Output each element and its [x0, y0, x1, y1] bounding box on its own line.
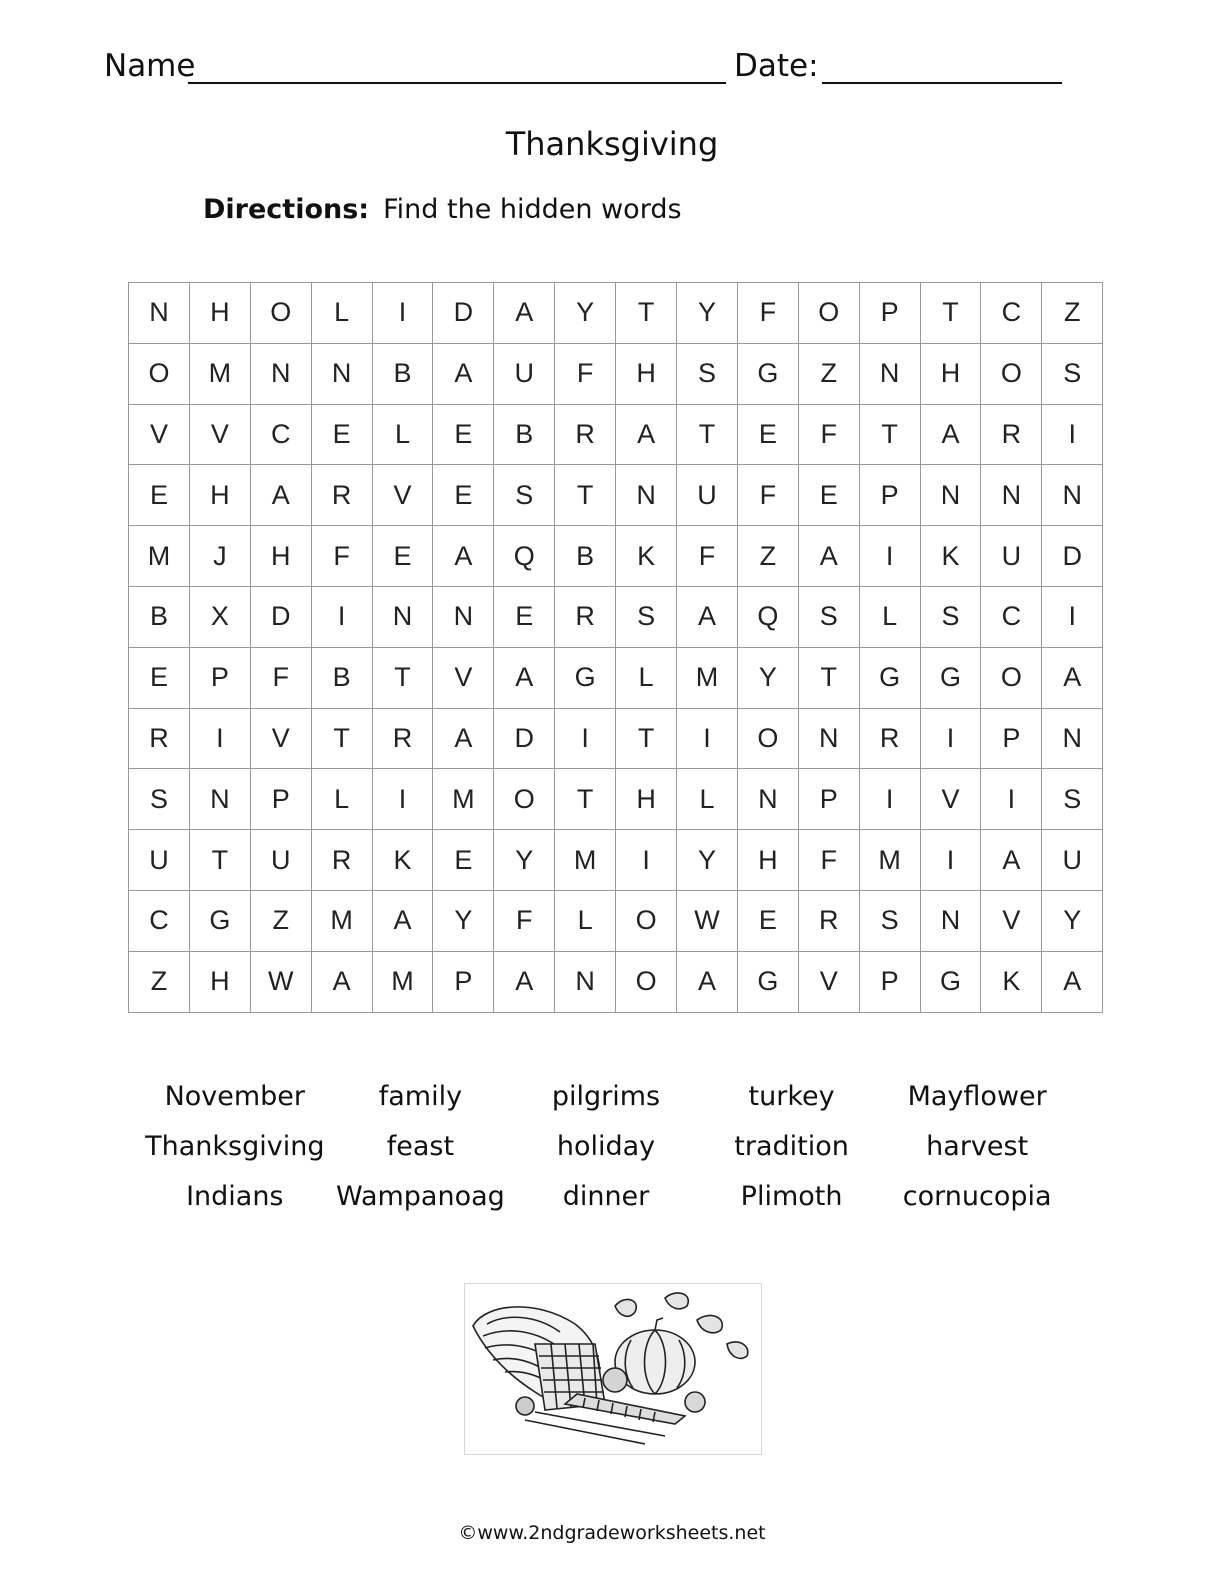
grid-cell[interactable]: Z	[798, 343, 859, 404]
grid-cell[interactable]: S	[616, 586, 677, 647]
grid-cell[interactable]: A	[433, 708, 494, 769]
grid-cell[interactable]: R	[859, 708, 920, 769]
grid-cell[interactable]: Y	[494, 830, 555, 891]
grid-cell[interactable]: N	[920, 890, 981, 951]
grid-cell[interactable]: N	[1042, 708, 1103, 769]
grid-cell[interactable]: T	[616, 708, 677, 769]
grid-row	[129, 586, 1103, 647]
grid-cell[interactable]: M	[189, 343, 250, 404]
word-bank-item: Indians	[186, 1181, 284, 1212]
grid-cell[interactable]: A	[433, 343, 494, 404]
grid-cell[interactable]: P	[189, 647, 250, 708]
grid-cell[interactable]: R	[311, 465, 372, 526]
grid-cell[interactable]: M	[311, 890, 372, 951]
grid-row	[129, 647, 1103, 708]
grid-cell[interactable]: C	[981, 283, 1042, 344]
grid-cell[interactable]: U	[981, 526, 1042, 587]
grid-cell[interactable]: P	[859, 283, 920, 344]
grid-cell[interactable]: B	[129, 586, 190, 647]
cornucopia-illustration	[464, 1283, 762, 1455]
word-bank-item: Thanksgiving	[145, 1131, 325, 1162]
grid-cell[interactable]: F	[555, 343, 616, 404]
grid-cell[interactable]: S	[1042, 769, 1103, 830]
grid-cell[interactable]: E	[311, 404, 372, 465]
grid-cell[interactable]: X	[189, 586, 250, 647]
grid-cell[interactable]: I	[920, 708, 981, 769]
grid-cell[interactable]: N	[311, 343, 372, 404]
grid-cell[interactable]: S	[129, 769, 190, 830]
grid-cell[interactable]: U	[1042, 830, 1103, 891]
grid-cell[interactable]: Z	[250, 890, 311, 951]
grid-cell[interactable]: N	[433, 586, 494, 647]
grid-cell[interactable]: H	[189, 283, 250, 344]
grid-row	[129, 526, 1103, 587]
grid-cell[interactable]: T	[555, 769, 616, 830]
grid-cell[interactable]: L	[616, 647, 677, 708]
grid-cell[interactable]: E	[433, 465, 494, 526]
grid-cell[interactable]: T	[859, 404, 920, 465]
grid-cell[interactable]: H	[737, 830, 798, 891]
grid-cell[interactable]: P	[433, 951, 494, 1012]
grid-cell[interactable]: G	[555, 647, 616, 708]
grid-cell[interactable]: L	[311, 283, 372, 344]
grid-cell[interactable]: I	[616, 830, 677, 891]
grid-cell[interactable]: H	[250, 526, 311, 587]
word-bank-item: family	[378, 1081, 463, 1112]
grid-cell[interactable]: V	[372, 465, 433, 526]
grid-row	[129, 890, 1103, 951]
grid-cell[interactable]: T	[555, 465, 616, 526]
grid-cell[interactable]: N	[189, 769, 250, 830]
grid-cell[interactable]: G	[920, 951, 981, 1012]
grid-cell[interactable]: N	[920, 465, 981, 526]
grid-cell[interactable]: R	[311, 830, 372, 891]
grid-cell[interactable]: M	[677, 647, 738, 708]
grid-cell[interactable]: G	[189, 890, 250, 951]
word-bank-item: dinner	[562, 1181, 650, 1212]
grid-cell[interactable]: M	[129, 526, 190, 587]
grid-cell[interactable]: F	[311, 526, 372, 587]
grid-cell[interactable]: P	[250, 769, 311, 830]
grid-cell[interactable]: F	[798, 404, 859, 465]
grid-cell[interactable]: A	[494, 951, 555, 1012]
grid-cell[interactable]: N	[798, 708, 859, 769]
copyright-footer: ©www.2ndgradeworksheets.net	[458, 1522, 766, 1544]
word-bank-item: tradition	[734, 1131, 849, 1162]
grid-cell[interactable]: L	[859, 586, 920, 647]
grid-cell[interactable]: W	[250, 951, 311, 1012]
grid-cell[interactable]: H	[189, 951, 250, 1012]
grid-cell[interactable]: D	[433, 283, 494, 344]
grid-row	[129, 283, 1103, 344]
grid-cell[interactable]: N	[372, 586, 433, 647]
grid-cell[interactable]: F	[737, 465, 798, 526]
grid-cell[interactable]: V	[920, 769, 981, 830]
grid-cell[interactable]: E	[372, 526, 433, 587]
grid-cell[interactable]: O	[981, 647, 1042, 708]
grid-cell[interactable]: I	[189, 708, 250, 769]
grid-cell[interactable]: O	[494, 769, 555, 830]
grid-cell[interactable]: L	[677, 769, 738, 830]
grid-cell[interactable]: A	[250, 465, 311, 526]
grid-cell[interactable]: V	[129, 404, 190, 465]
grid-cell[interactable]: H	[920, 343, 981, 404]
grid-cell[interactable]: Z	[1042, 283, 1103, 344]
grid-cell[interactable]: I	[677, 708, 738, 769]
name-blank-line[interactable]	[188, 82, 726, 84]
grid-cell[interactable]: E	[433, 830, 494, 891]
grid-row	[129, 951, 1103, 1012]
grid-cell[interactable]: F	[798, 830, 859, 891]
grid-cell[interactable]: E	[798, 465, 859, 526]
grid-cell[interactable]: P	[859, 951, 920, 1012]
grid-cell[interactable]: F	[494, 890, 555, 951]
page-title: Thanksgiving	[505, 125, 719, 163]
grid-cell[interactable]: B	[494, 404, 555, 465]
grid-cell[interactable]: I	[1042, 404, 1103, 465]
grid-cell[interactable]: T	[372, 647, 433, 708]
date-label: Date:	[734, 48, 819, 84]
grid-cell[interactable]: D	[494, 708, 555, 769]
grid-cell[interactable]: S	[494, 465, 555, 526]
grid-cell[interactable]: C	[981, 586, 1042, 647]
word-bank-item: Plimoth	[740, 1181, 843, 1212]
grid-row	[129, 343, 1103, 404]
grid-cell[interactable]: F	[250, 647, 311, 708]
grid-cell[interactable]: S	[859, 890, 920, 951]
grid-cell[interactable]: O	[981, 343, 1042, 404]
grid-cell[interactable]: T	[311, 708, 372, 769]
word-bank-item: November	[164, 1081, 306, 1112]
grid-cell[interactable]: N	[1042, 465, 1103, 526]
grid-cell[interactable]: Y	[677, 830, 738, 891]
grid-cell[interactable]: H	[189, 465, 250, 526]
grid-cell[interactable]: L	[555, 890, 616, 951]
grid-cell[interactable]: A	[981, 830, 1042, 891]
word-search-grid	[128, 282, 1103, 1013]
grid-cell[interactable]: I	[981, 769, 1042, 830]
grid-cell[interactable]: S	[920, 586, 981, 647]
grid-cell[interactable]: O	[250, 283, 311, 344]
grid-cell[interactable]: O	[616, 951, 677, 1012]
grid-row	[129, 465, 1103, 526]
directions-text: Find the hidden words	[383, 194, 682, 225]
word-bank-item: Wampanoag	[335, 1181, 505, 1212]
grid-cell[interactable]: C	[129, 890, 190, 951]
grid-cell[interactable]: R	[798, 890, 859, 951]
grid-cell[interactable]: A	[433, 526, 494, 587]
grid-cell[interactable]: U	[677, 465, 738, 526]
grid-cell[interactable]: E	[737, 890, 798, 951]
grid-cell[interactable]: W	[677, 890, 738, 951]
grid-cell[interactable]: G	[737, 951, 798, 1012]
word-bank-item: turkey	[748, 1081, 835, 1112]
date-blank-line[interactable]	[822, 82, 1062, 84]
grid-cell[interactable]: N	[129, 283, 190, 344]
grid-cell[interactable]: U	[494, 343, 555, 404]
grid-cell[interactable]: L	[372, 404, 433, 465]
grid-cell[interactable]: B	[372, 343, 433, 404]
grid-cell[interactable]: A	[677, 586, 738, 647]
grid-cell[interactable]: Y	[737, 647, 798, 708]
grid-cell[interactable]: M	[433, 769, 494, 830]
grid-cell[interactable]: K	[616, 526, 677, 587]
word-bank-item: holiday	[556, 1131, 656, 1162]
grid-row	[129, 708, 1103, 769]
grid-cell[interactable]: I	[859, 769, 920, 830]
grid-cell[interactable]: T	[920, 283, 981, 344]
grid-cell[interactable]: O	[737, 708, 798, 769]
grid-cell[interactable]: L	[311, 769, 372, 830]
grid-cell[interactable]: V	[433, 647, 494, 708]
grid-cell[interactable]: Y	[555, 283, 616, 344]
grid-cell[interactable]: S	[798, 586, 859, 647]
grid-cell[interactable]: Q	[494, 526, 555, 587]
grid-cell[interactable]: G	[859, 647, 920, 708]
grid-cell[interactable]: R	[555, 586, 616, 647]
grid-cell[interactable]: Z	[737, 526, 798, 587]
grid-cell[interactable]: M	[859, 830, 920, 891]
grid-cell[interactable]: S	[677, 343, 738, 404]
grid-cell[interactable]: T	[616, 283, 677, 344]
grid-cell[interactable]: I	[311, 586, 372, 647]
grid-row	[129, 769, 1103, 830]
grid-cell[interactable]: A	[311, 951, 372, 1012]
grid-cell[interactable]: K	[372, 830, 433, 891]
grid-cell[interactable]: K	[920, 526, 981, 587]
grid-row	[129, 830, 1103, 891]
grid-cell[interactable]: I	[859, 526, 920, 587]
grid-cell[interactable]: V	[250, 708, 311, 769]
grid-cell[interactable]: A	[372, 890, 433, 951]
grid-cell[interactable]: A	[616, 404, 677, 465]
grid-cell[interactable]: Z	[129, 951, 190, 1012]
grid-cell[interactable]: P	[981, 708, 1042, 769]
word-bank-item: cornucopia	[902, 1181, 1052, 1212]
grid-cell[interactable]: I	[1042, 586, 1103, 647]
grid-cell[interactable]: G	[920, 647, 981, 708]
grid-row	[129, 404, 1103, 465]
grid-cell[interactable]: F	[737, 283, 798, 344]
name-label: Name	[104, 48, 196, 84]
grid-cell[interactable]: I	[372, 769, 433, 830]
grid-cell[interactable]: I	[555, 708, 616, 769]
grid-cell[interactable]: H	[616, 769, 677, 830]
name-date-header	[104, 44, 1084, 88]
grid-cell[interactable]: A	[920, 404, 981, 465]
grid-cell[interactable]: U	[129, 830, 190, 891]
grid-cell[interactable]: V	[981, 890, 1042, 951]
grid-cell[interactable]: Y	[677, 283, 738, 344]
grid-cell[interactable]: N	[250, 343, 311, 404]
grid-cell[interactable]: N	[981, 465, 1042, 526]
grid-cell[interactable]: O	[129, 343, 190, 404]
grid-cell[interactable]: B	[555, 526, 616, 587]
grid-cell[interactable]: D	[250, 586, 311, 647]
word-bank-item: harvest	[926, 1131, 1029, 1162]
word-bank-item: pilgrims	[551, 1081, 661, 1112]
grid-cell[interactable]: M	[372, 951, 433, 1012]
grid-cell[interactable]: P	[798, 769, 859, 830]
grid-cell[interactable]: R	[372, 708, 433, 769]
grid-cell[interactable]: B	[311, 647, 372, 708]
grid-cell[interactable]: A	[798, 526, 859, 587]
grid-cell[interactable]: A	[677, 951, 738, 1012]
grid-cell[interactable]: A	[494, 647, 555, 708]
grid-cell[interactable]: I	[920, 830, 981, 891]
grid-cell[interactable]: I	[372, 283, 433, 344]
grid-cell[interactable]: N	[555, 951, 616, 1012]
grid-cell[interactable]: E	[129, 465, 190, 526]
grid-cell[interactable]: A	[1042, 647, 1103, 708]
word-bank-item: feast	[386, 1131, 455, 1162]
grid-cell[interactable]: E	[129, 647, 190, 708]
grid-cell[interactable]: O	[616, 890, 677, 951]
grid-cell[interactable]: N	[859, 343, 920, 404]
grid-cell[interactable]: O	[798, 283, 859, 344]
grid-cell[interactable]: N	[737, 769, 798, 830]
grid-cell[interactable]: R	[981, 404, 1042, 465]
grid-cell[interactable]: U	[250, 830, 311, 891]
grid-cell[interactable]: S	[1042, 343, 1103, 404]
directions-label: Directions:	[203, 194, 370, 225]
grid-cell[interactable]: T	[189, 830, 250, 891]
grid-cell[interactable]: H	[616, 343, 677, 404]
word-bank	[142, 1072, 1070, 1222]
grid-cell[interactable]: Y	[433, 890, 494, 951]
grid-cell[interactable]: G	[737, 343, 798, 404]
grid-cell[interactable]: M	[555, 830, 616, 891]
grid-cell[interactable]: Q	[737, 586, 798, 647]
grid-cell[interactable]: J	[189, 526, 250, 587]
grid-cell[interactable]: V	[798, 951, 859, 1012]
grid-cell[interactable]: N	[616, 465, 677, 526]
word-bank-item: Mayflower	[907, 1081, 1047, 1112]
grid-cell[interactable]: K	[981, 951, 1042, 1012]
grid-cell[interactable]: R	[555, 404, 616, 465]
grid-cell[interactable]: E	[433, 404, 494, 465]
grid-cell[interactable]: T	[798, 647, 859, 708]
grid-cell[interactable]: E	[494, 586, 555, 647]
grid-cell[interactable]: V	[189, 404, 250, 465]
grid-cell[interactable]: F	[677, 526, 738, 587]
grid-cell[interactable]: C	[250, 404, 311, 465]
grid-cell[interactable]: Y	[1042, 890, 1103, 951]
grid-cell[interactable]: D	[1042, 526, 1103, 587]
grid-cell[interactable]: E	[737, 404, 798, 465]
grid-cell[interactable]: P	[859, 465, 920, 526]
grid-cell[interactable]: T	[677, 404, 738, 465]
grid-cell[interactable]: A	[494, 283, 555, 344]
grid-cell[interactable]: R	[129, 708, 190, 769]
grid-cell[interactable]: A	[1042, 951, 1103, 1012]
directions	[203, 190, 682, 230]
